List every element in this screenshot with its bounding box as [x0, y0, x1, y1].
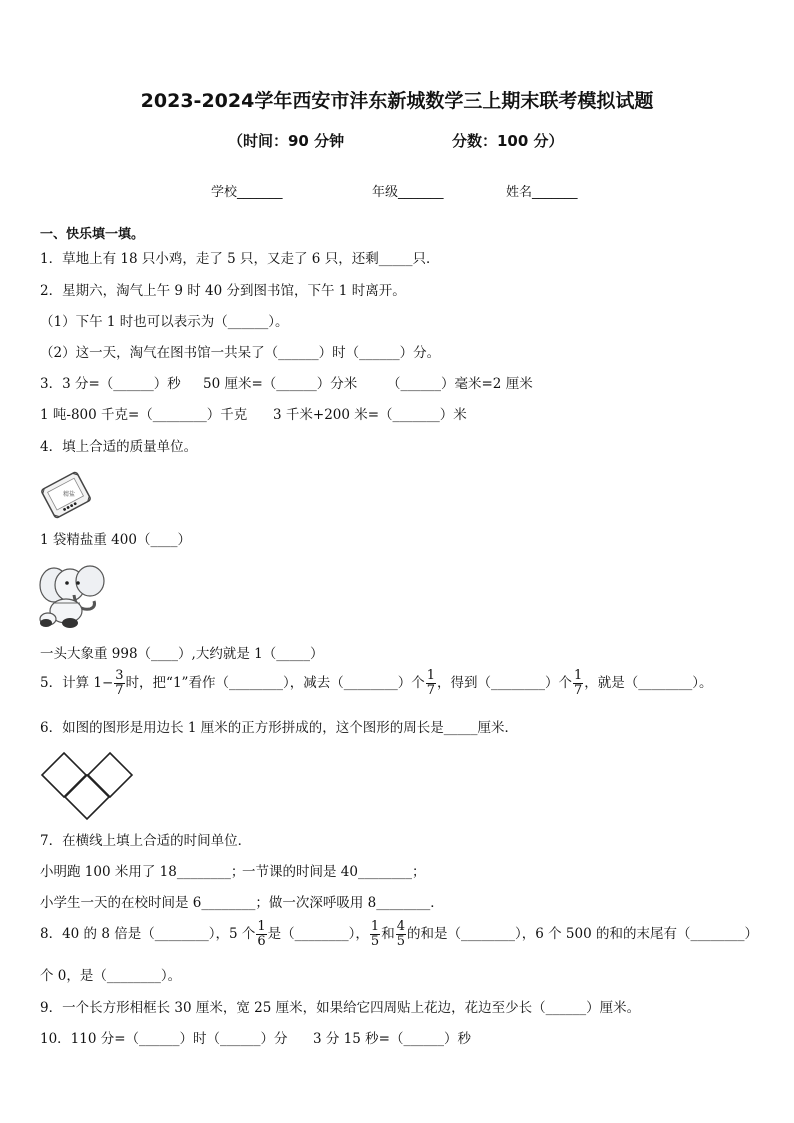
question-5-part-1: 时，把“1”看作（________），减去（________）个: [125, 675, 425, 691]
school-field: 学校_______: [211, 185, 283, 200]
question-2-part-2: （2）这一天，淘气在图书馆一共呆了（______）时（______）分。: [40, 345, 441, 361]
exam-score: 分数：100 分）: [452, 132, 564, 150]
elephant-image: [34, 561, 108, 631]
question-2: 2．星期六，淘气上午 9 时 40 分到图书馆，下午 1 时离开。: [40, 283, 406, 299]
question-7-item-3: 小学生一天的在校时间是 6________；做一次深呼吸用 8________．: [40, 895, 444, 911]
question-3-item-4: 1 吨-800 千克=（________）千克: [40, 407, 248, 423]
question-2-part-1: （1）下午 1 时也可以表示为（______）。: [40, 314, 289, 330]
question-3-item-3: （______）毫米=2 厘米: [387, 376, 533, 392]
fraction-1-7-a: $\frac{1}{7}$: [426, 668, 435, 698]
question-7-item-2: 一节课的时间是 40________；: [242, 864, 426, 880]
question-3-item-2: 50 厘米=（______）分米: [203, 376, 358, 392]
fraction-1-7-b: $\frac{1}{7}$: [574, 668, 583, 698]
fraction-3-7: $\frac{3}{7}$: [115, 668, 124, 698]
question-5-suffix: ，就是（________）。: [584, 675, 713, 691]
question-9: 9．一个长方形相框长 30 厘米，宽 25 厘米，如果给它四周贴上花边，花边至少长（______）厘米。: [40, 1000, 641, 1016]
question-5: [40, 669, 713, 698]
salt-bag-image: [36, 469, 96, 521]
question-8-part-1: 是（________），: [267, 926, 369, 942]
fraction-4-5: $\frac{4}{5}$: [396, 919, 405, 949]
question-10-item-1: 10．110 分=（______）时（______）分: [40, 1031, 288, 1047]
squares-figure: [40, 751, 134, 821]
question-4-elephant: 一头大象重 998（____）,大约就是 1（_____）: [40, 646, 324, 662]
question-8: [40, 920, 758, 949]
grade-field: 年级_______: [372, 185, 444, 200]
exam-time: （时间：90 分钟: [228, 132, 345, 150]
question-8-prefix: 8．40 的 8 倍是（________），5 个: [40, 926, 256, 942]
question-8-continued: 个 0，是（________）。: [40, 968, 182, 984]
question-7: 7．在横线上填上合适的时间单位．: [40, 833, 252, 849]
question-3-item-5: 3 千米+200 米=（_______）米: [273, 407, 467, 423]
page-title: 2023-2024学年西安市沣东新城数学三上期末联考模拟试题: [140, 90, 654, 112]
question-7-item-1: 小明跑 100 米用了 18________；: [40, 864, 245, 880]
question-4-salt: 1 袋精盐重 400（____）: [40, 532, 191, 548]
section-heading: 一、快乐填一填。: [40, 227, 145, 242]
question-4: 4．填上合适的质量单位。: [40, 439, 198, 455]
question-5-part-2: ，得到（________）个: [437, 675, 572, 691]
question-3-item-1: 3．3 分=（______）秒: [40, 376, 181, 392]
question-1: 1．草地上有 18 只小鸡，走了 5 只，又走了 6 只，还剩_____只．: [40, 251, 440, 267]
name-field: 姓名_______: [506, 185, 578, 200]
question-10-item-2: 3 分 15 秒=（______）秒: [313, 1031, 471, 1047]
question-8-suffix: 的和是（________），6 个 500 的和的末尾有（________）: [406, 926, 758, 942]
question-8-part-2: 和: [381, 926, 395, 942]
fraction-1-5: $\frac{1}{5}$: [370, 919, 380, 949]
question-5-prefix: 5．计算 1−: [40, 675, 114, 691]
question-6: 6．如图的图形是用边长 1 厘米的正方形拼成的，这个图形的周长是_____厘米．: [40, 720, 519, 736]
salt-bag-label: 精盐: [62, 491, 76, 498]
fraction-1-6: $\frac{1}{6}$: [257, 919, 266, 949]
